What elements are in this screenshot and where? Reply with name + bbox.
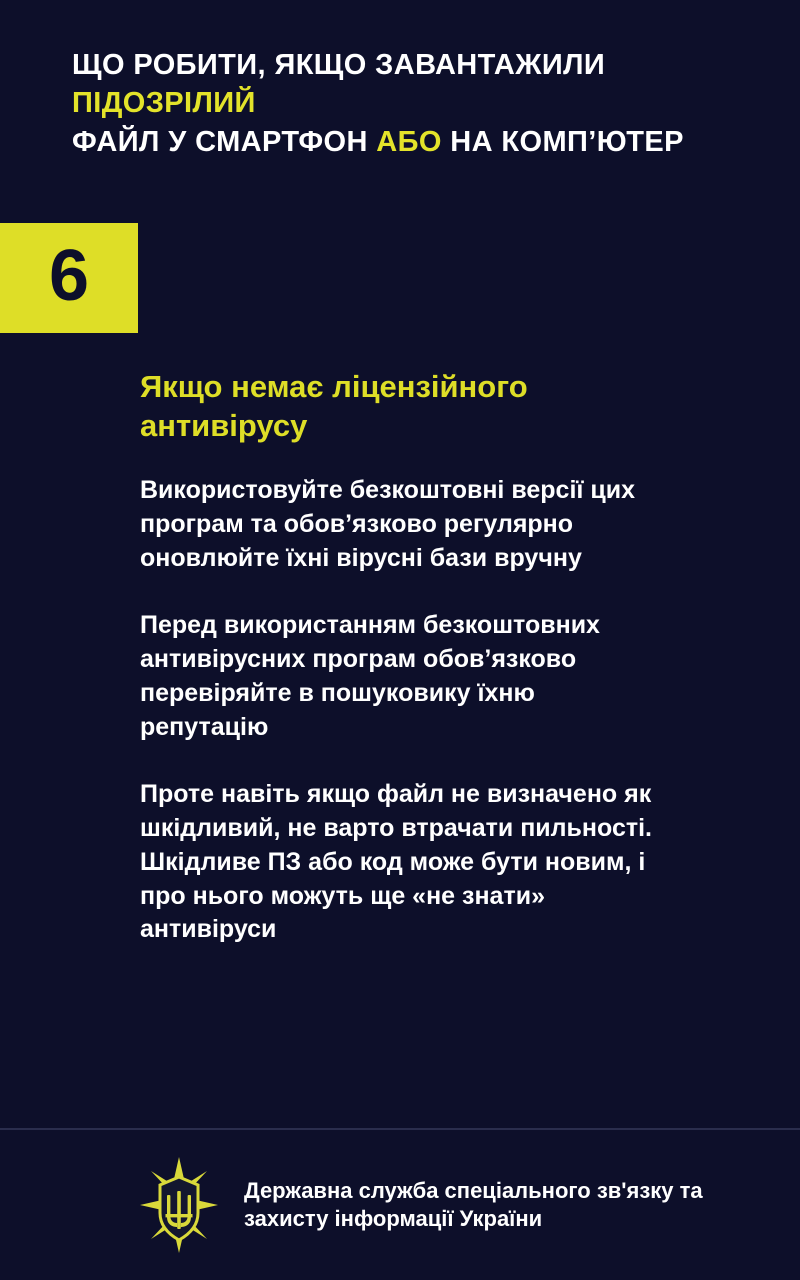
header-line-2: [72, 123, 740, 161]
section-title: Якщо немає ліцензійного антивірусу: [140, 368, 528, 444]
header-line-2-plain-b: НА КОМП’ЮТЕР: [441, 125, 684, 158]
step-number-value: 6: [48, 235, 90, 316]
header-line-2-accent: АБО: [376, 125, 442, 158]
header-line-2-plain-a: ФАЙЛ У СМАРТФОН: [72, 125, 377, 158]
content: [0, 333, 800, 1128]
header-line-1-plain: ЩО РОБИТИ, ЯКЩО ЗАВАНТАЖИЛИ: [72, 49, 606, 81]
body-paragraph-2: Перед використанням безкоштовних антивірусних програм обов’язково перевіряйте в пошуковику їхню репутацію: [140, 611, 600, 741]
header: [0, 0, 800, 161]
header-line-1-accent: ПІДОЗРІЛИЙ: [72, 87, 256, 120]
step-number-badge: [0, 223, 138, 333]
header-line-1: [72, 46, 740, 123]
derzhspetszviazku-emblem-icon: [140, 1157, 218, 1253]
step-number-row: [0, 223, 800, 333]
footer-organization: Державна служба спеціального зв'язку та захисту інформації України: [244, 1177, 703, 1231]
footer: [0, 1128, 800, 1280]
body-paragraph-3: Проте навіть якщо файл не визначено як шкідливий, не варто втрачати пильності. Шкідливе ПЗ або код може бути новим, і про нього можуть ще «не знати» антивіруси: [140, 780, 652, 944]
body-paragraph-1: Використовуйте безкоштовні версії цих програм та обов’язково регулярно оновлюйте їхні вірусні бази вручну: [140, 476, 636, 572]
